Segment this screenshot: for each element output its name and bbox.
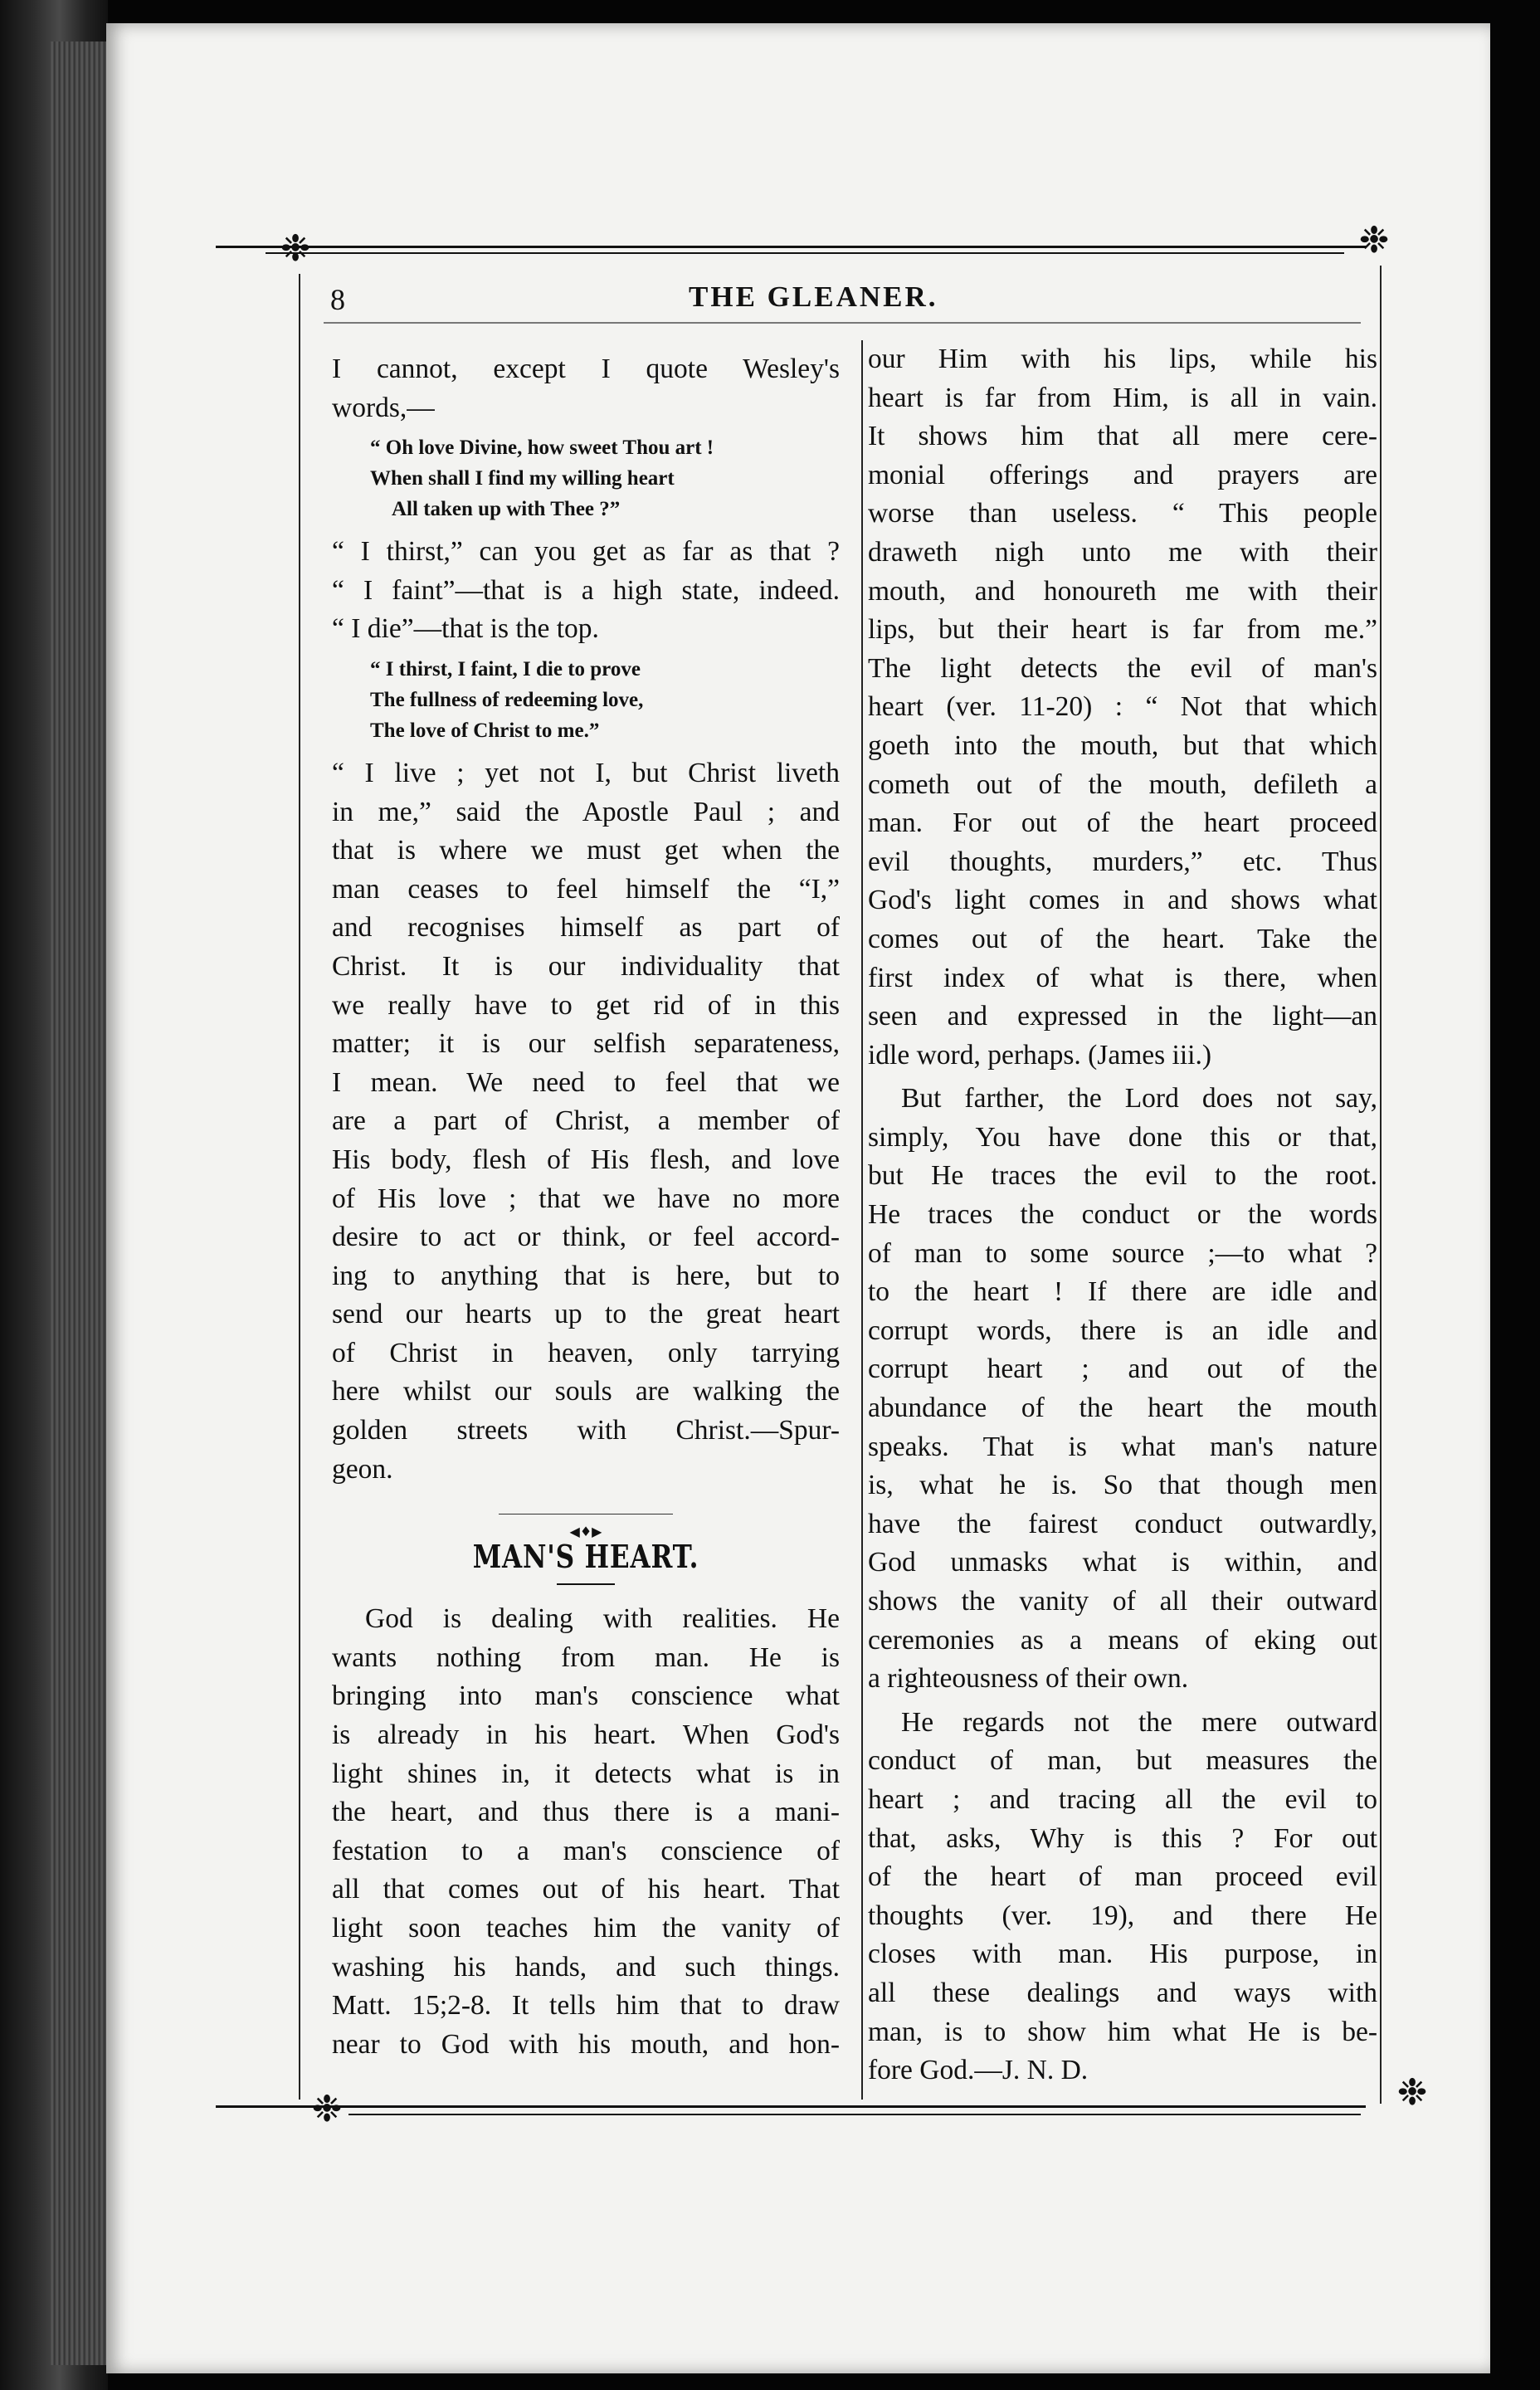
text-line: closes with man. His purpose, in bbox=[868, 1939, 1377, 1970]
verse-line: “ I thirst, I faint, I die to prove bbox=[370, 657, 641, 680]
text-line: I mean. We need to feel that we bbox=[332, 1066, 840, 1098]
right-border-line bbox=[1380, 266, 1382, 2104]
text-line: He regards not the mere outward bbox=[901, 1706, 1377, 1738]
text-line: God is dealing with realities. He bbox=[365, 1603, 840, 1635]
text-line: light soon teaches him the vanity of bbox=[332, 1913, 840, 1944]
book-page-edges bbox=[50, 41, 108, 2365]
text-line: heart is far from Him, is all in vain. bbox=[868, 382, 1377, 413]
divider-ornament-icon: ◀♦▶ bbox=[565, 1524, 607, 1539]
text-line: washing his hands, and such things. bbox=[332, 1951, 840, 1983]
text-line: is already in his heart. When God's bbox=[332, 1719, 840, 1751]
text-line: ing to anything that is here, but to bbox=[332, 1260, 840, 1291]
text-line: evil thoughts, murders,” etc. Thus bbox=[868, 846, 1377, 877]
text-line: man. For out of the heart proceed bbox=[868, 807, 1377, 839]
text-line: but He traces the evil to the root. bbox=[868, 1160, 1377, 1192]
text-line: cometh out of the mouth, defileth a bbox=[868, 768, 1377, 800]
text-line: But farther, the Lord does not say, bbox=[901, 1083, 1377, 1115]
text-line: heart (ver. 11-20) : “ Not that which bbox=[868, 691, 1377, 723]
text-line: bringing into man's conscience what bbox=[332, 1680, 840, 1712]
live-paragraph bbox=[332, 754, 840, 1489]
section-divider bbox=[499, 1509, 673, 1540]
continued-paragraph bbox=[868, 340, 1377, 1075]
text-line: and recognises himself as part of bbox=[332, 912, 840, 944]
regards-paragraph bbox=[868, 1704, 1377, 2090]
text-line: goeth into the mouth, but that which bbox=[868, 729, 1377, 761]
corner-ornament-icon: ❉ bbox=[1358, 219, 1390, 261]
text-line: we really have to get rid of in this bbox=[332, 989, 840, 1021]
text-line: corrupt heart ; and out of the bbox=[868, 1354, 1377, 1385]
right-column bbox=[868, 340, 1377, 2090]
text-line: lips, but their heart is far from me.” bbox=[868, 614, 1377, 646]
text-line: Christ. It is our individuality that bbox=[332, 950, 840, 982]
verse-line: “ Oh love Divine, how sweet Thou art ! bbox=[370, 437, 714, 460]
thirst-lines bbox=[332, 533, 840, 649]
text-line: “ I thirst,” can you get as far as that ? bbox=[332, 536, 840, 568]
text-line: that, asks, Why is this ? For out bbox=[868, 1822, 1377, 1854]
text-line: that is where we must get when the bbox=[332, 835, 840, 866]
text-line: geon. bbox=[332, 1453, 393, 1485]
top-border-rule bbox=[216, 246, 1366, 248]
verse-line: All taken up with Thee ?” bbox=[392, 498, 621, 521]
farther-paragraph bbox=[868, 1080, 1377, 1699]
text-line: a righteousness of their own. bbox=[868, 1663, 1189, 1695]
text-line: all these dealings and ways with bbox=[868, 1977, 1377, 2008]
text-line: shows the vanity of all their outward bbox=[868, 1586, 1377, 1617]
text-line: send our hearts up to the great heart bbox=[332, 1299, 840, 1330]
text-line: here whilst our souls are walking the bbox=[332, 1376, 840, 1407]
text-line: golden streets with Christ.—Spur- bbox=[332, 1415, 840, 1446]
verse-quote bbox=[348, 432, 840, 524]
text-line: simply, You have done this or that, bbox=[868, 1121, 1377, 1153]
text-line: of Christ in heaven, only tarrying bbox=[332, 1337, 840, 1368]
text-line: desire to act or think, or feel accord- bbox=[332, 1222, 840, 1253]
text-line: corrupt words, there is an idle and bbox=[868, 1314, 1377, 1346]
text-line: “ I die”—that is the top. bbox=[332, 613, 599, 645]
text-line: matter; it is our selfish separateness, bbox=[332, 1028, 840, 1060]
text-line: It shows him that all mere cere- bbox=[868, 421, 1377, 452]
header-underline bbox=[324, 322, 1361, 324]
text-line: The light detects the evil of man's bbox=[868, 652, 1377, 684]
text-line: thoughts (ver. 19), and there He bbox=[868, 1900, 1377, 1931]
corner-ornament-icon: ❉ bbox=[1396, 2071, 1428, 2114]
text-line: I cannot, except I quote Wesley's bbox=[332, 354, 840, 384]
text-line: God unmasks what is within, and bbox=[868, 1547, 1377, 1578]
text-line: abundance of the heart the mouth bbox=[868, 1393, 1377, 1424]
text-line: God's light comes in and shows what bbox=[868, 885, 1377, 916]
text-line: He traces the conduct or the words bbox=[868, 1199, 1377, 1231]
heart-paragraph bbox=[332, 1600, 840, 2064]
text-line: near to God with his mouth, and hon- bbox=[332, 2028, 840, 2060]
corner-ornament-icon: ❉ bbox=[280, 227, 311, 270]
bottom-border-rule bbox=[216, 2105, 1366, 2108]
text-line: mouth, and honoureth me with their bbox=[868, 575, 1377, 607]
text-line: draweth nigh unto me with their bbox=[868, 536, 1377, 568]
text-line: speaks. That is what man's nature bbox=[868, 1431, 1377, 1462]
text-line: His body, flesh of His flesh, and love bbox=[332, 1144, 840, 1175]
text-line: all that comes out of his heart. That bbox=[332, 1874, 840, 1905]
text-line: to the heart ! If there are idle and bbox=[868, 1276, 1377, 1308]
text-line: first index of what is there, when bbox=[868, 962, 1377, 993]
text-line: Matt. 15;2-8. It tells him that to draw bbox=[332, 1990, 840, 2022]
text-line: monial offerings and prayers are bbox=[868, 459, 1377, 490]
text-line: fore God.—J. N. D. bbox=[868, 2055, 1089, 2086]
text-line: worse than useless. “ This people bbox=[868, 498, 1377, 529]
top-border-rule-inner bbox=[266, 252, 1344, 254]
text-line: are a part of Christ, a member of bbox=[332, 1105, 840, 1137]
section-heading: MAN'S HEART. bbox=[472, 1538, 699, 1576]
column-divider-line bbox=[861, 340, 863, 2100]
text-line: heart ; and tracing all the evil to bbox=[868, 1783, 1377, 1815]
text-line: wants nothing from man. He is bbox=[332, 1641, 840, 1673]
text-line: in me,” said the Apostle Paul ; and bbox=[332, 796, 840, 827]
text-line: seen and expressed in the light—an bbox=[868, 1001, 1377, 1032]
text-line: “ I live ; yet not I, but Christ liveth bbox=[332, 757, 840, 788]
text-line: light shines in, it detects what is in bbox=[332, 1758, 840, 1789]
text-line: have the fairest conduct outwardly, bbox=[868, 1508, 1377, 1539]
text-line: conduct of man, but measures the bbox=[868, 1745, 1377, 1777]
text-line: festation to a man's conscience of bbox=[332, 1835, 840, 1866]
left-border-line bbox=[299, 274, 300, 2100]
page-number: 8 bbox=[330, 283, 345, 316]
verse-line: The love of Christ to me.” bbox=[370, 719, 600, 742]
corner-ornament-icon: ❉ bbox=[311, 2088, 343, 2130]
text-line: of the heart of man proceed evil bbox=[868, 1861, 1377, 1893]
intro-paragraph bbox=[332, 350, 840, 427]
text-line: comes out of the heart. Take the bbox=[868, 923, 1377, 954]
text-line: of His love ; that we have no more bbox=[332, 1183, 840, 1214]
heading-underline bbox=[557, 1583, 615, 1585]
text-line: words,— bbox=[332, 392, 435, 423]
text-line: “ I faint”—that is a high state, indeed. bbox=[332, 574, 840, 606]
verse-line: The fullness of redeeming love, bbox=[370, 688, 644, 711]
left-column bbox=[332, 350, 840, 2064]
text-line: idle word, perhaps. (James iii.) bbox=[868, 1039, 1211, 1071]
verse-quote bbox=[348, 654, 840, 746]
text-line: man, is to show him what He is be- bbox=[868, 2016, 1377, 2047]
text-line: is, what he is. So that though men bbox=[868, 1470, 1377, 1501]
text-line: of man to some source ;—to what ? bbox=[868, 1237, 1377, 1269]
bottom-border-rule-inner bbox=[348, 2114, 1361, 2115]
text-line: ceremonies as a means of eking out bbox=[868, 1624, 1377, 1656]
text-line: man ceases to feel himself the “I,” bbox=[332, 873, 840, 905]
running-title: THE GLEANER. bbox=[689, 280, 938, 313]
text-line: our Him with his lips, while his bbox=[868, 344, 1377, 374]
text-line: the heart, and thus there is a mani- bbox=[332, 1797, 840, 1828]
verse-line: When shall I find my willing heart bbox=[370, 467, 675, 490]
